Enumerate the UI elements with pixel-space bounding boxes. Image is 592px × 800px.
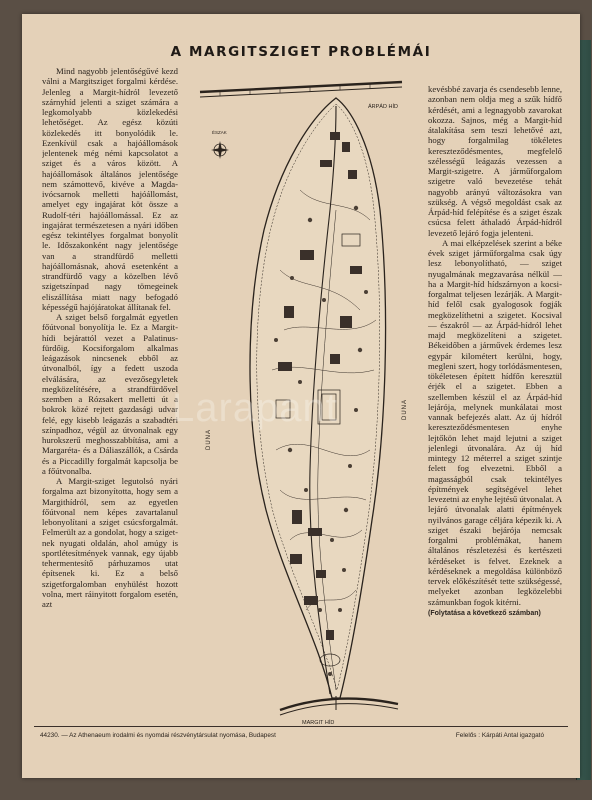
continuation-note: (Folytatása a következő számban) [428, 609, 541, 617]
north-label: ÉSZAK [212, 130, 227, 135]
responsible-editor: Felelős : Kárpáti Antal igazgató [455, 732, 544, 739]
right-paragraph: kevésbbé zavarja és csendesebb lenne, azonban nem oldja meg a szűk hídfő kérdését, ami a legnagyobb zavarokat okozza. Sajnos, még a Margit-híd átalakítása sem teszi lehetővé azt, hogy forgalmilag tökéletes kereszteződésmentes, megfelelő szélességű leágazás vezessen a Margit-szigetre. A járműforgalom szigetre való bevezetése tehát nagyobb arányú változásokra van szükség. A végső megoldást csak az Árpád-híd felépítése és a sziget észak csúcsa felett áthaladó Árpád-hídról levezető lejáró fogja jelenteni. [428, 84, 562, 238]
arpad-bridge-label: ÁRPÁD HÍD [368, 104, 398, 110]
magazine-page [22, 14, 580, 778]
north-arrow-icon [211, 141, 229, 159]
duna-label-right: DUNA [402, 398, 408, 420]
arpad-bridge [200, 82, 402, 97]
left-paragraph: A sziget belső forgalmát egyetlen főútvonal bonyolítja le. Ez a Margit-hídi bejárattól vezet a Palatinus-fürdőig. Kocsiforgalom alkalmas leágazások nincsenek ebből az útvonalból, így a fedett uszoda elválására, az evezősegyletek megközelítésére, a strandfürdővel szemben a Rózsakert melletti út a bokrok közé rejtett gazdasági udvar felé, egy kisebb leágazás a szabadtéri színpadhoz, végül az útvonalnak egy hurokszerű meghosszabbítása, ami a Margaréta- és a Dáliaszállók, a Csárda és a Piccadilly forgalmát kapcsolja be a főútvonalba. [42, 312, 178, 476]
left-paragraph: A Margit-sziget legutolsó nyári forgalma azt bizonyította, hogy sem a Margithídról, sem az egyetlen főútvonal nem képes zavartalanul lebonyolítani a sziget csúcsforgalmát. Felmerült az a gondolat, hogy a sziget-nek nyugati oldalán, ahol amúgy is sportlétesítmények vannak, egy újabb tehermentesítő párhuzamos utat építsenek ki. Ez a belső szigetforgalomban enyhülést hozott volna, mert ráinyitott forgalom esetén, azt [42, 476, 178, 609]
page-title: A MARGITSZIGET PROBLÉMÁI [170, 44, 432, 60]
left-paragraph: Mind nagyobb jelentőségűvé kezd válni a Margitsziget forgalmi kérdése. Jelenleg a Margit-hídról levezető szárnyhíd jelenti a sziget számára a legkomolyabb közlekedési lehetőséget. Az egész közúti közlekedés itt bonyolódik le. Ezenkívül csak a hajóállomások jelentenek még némi kapcsolatot a sziget és a város között. A hajóállomások általános jelentősége nem számottevő, kivéve a Magda-ivócsarnok melletti hajóállomást, amelyet egy ingajárat köt össze a Rudolf-téri hajóállomással. Ez az ingajárat természetesen a nyári időben egész tekintélyes forgalmat bonyolít le. Időszakonként nagy jelentősége van a strandfürdő melletti hajóállomásnak, ahová esetenként a strandfürdő vagy a közelben lévő szigetszínpad nagy tömegeinek eliszállítása miatt nagy befogadó képességű hajójáratokat állítanak fel. [42, 66, 178, 312]
right-paragraph: A mai elképzelések szerint a béke évek sziget járműforgalma csak úgy lesz lebonyolítható, — sziget nyugalmának megzavarása nélkül — ha a Margit-híd hídszárnyon a kocsi-forgalmat teljesen lezárják. A Margit-híd felől csak gyalogosok fogják megközelíthetni a szigetet. Kocsival — északról — az Árpád-hídról lehet majd megközelíteni a szigetet. Békeidőben a járművek érdemes lesz egypár kilométert kerülni, hogy, megleni szert, hogy torlódásmentesen, tökéletesen épített hídfőn keresztül érjék el a szigetet. Ebben a szellemben készül el az Árpád-híd lejárója, melynek munkálatai most vannak befejezés alatt. Az új hídról kereszteződésmentesen enyhe lejtőkön lehet majd lejutni a sziget jelenlegi útvonalára. Az új híd mintegy 12 méterrel a sziget szintje felett fog elvezetni. Ebből a magasságból csak tekintélyes építmények segítségével lehet levezetni az enyhe lejtésű útvonalat. A lejáró útvonalak alatti építmények nyilvános garage céljára képezik ki. A sziget északi bejárója nemcsak forgalmi problémákat, hanem általános részletezési és kertészeti kérdéseket is felvet. Ezeknek a kérdéseknek a megoldása különböző tervek előkészítését tette szükségessé, melyeket azonban legközelebbi számunkban fogok kitérni. [428, 237, 562, 607]
margit-bridge [280, 696, 398, 715]
margit-bridge-label: MARGIT HÍD [302, 720, 335, 726]
page-footer [34, 726, 568, 749]
right-text-column [428, 84, 562, 724]
duna-label-left: DUNA [206, 428, 212, 450]
left-text-column [42, 66, 178, 732]
printer-imprint: 44230. — Az Athenaeum irodalmi és nyomdai részvénytársulat nyomása, Budapest [40, 732, 276, 739]
watermark: Larapant [172, 386, 338, 430]
